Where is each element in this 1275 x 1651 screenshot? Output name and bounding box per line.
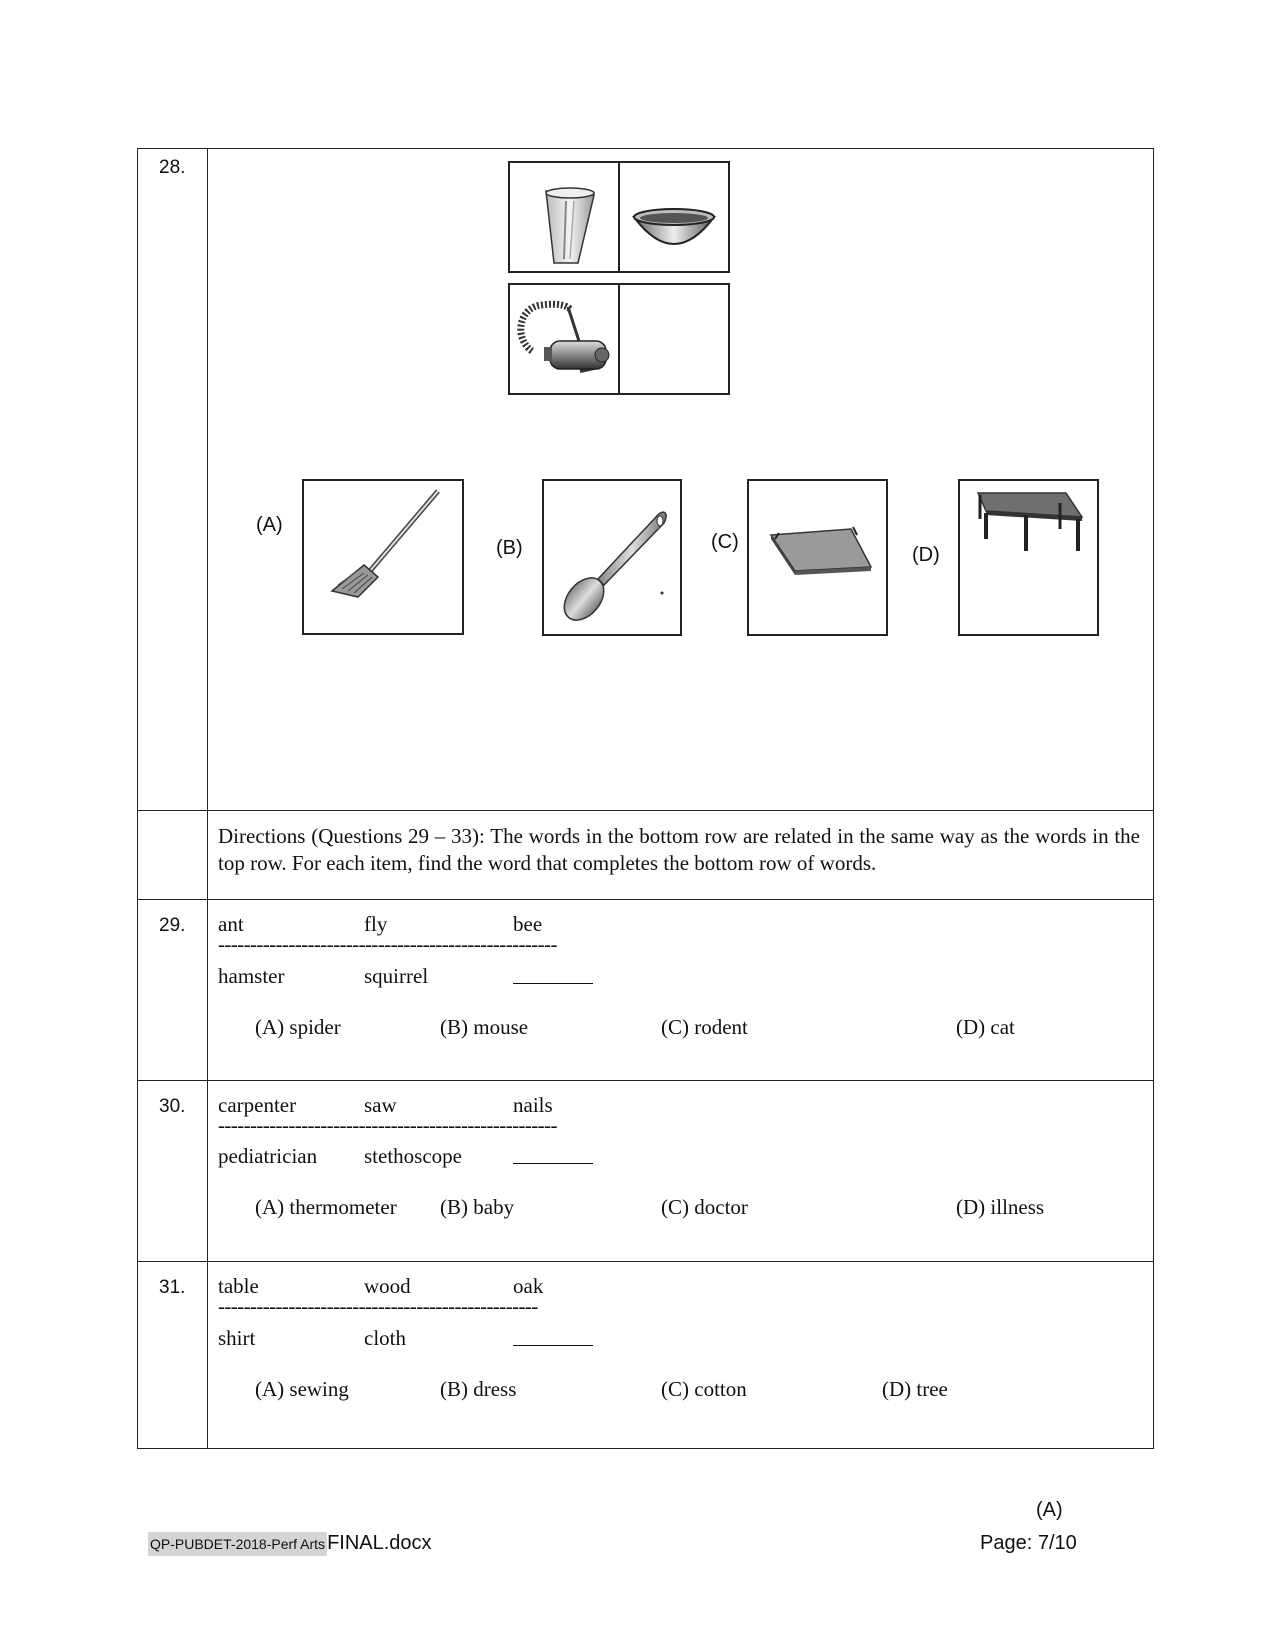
vacuum-cleaner-icon xyxy=(510,285,618,393)
answer-blank xyxy=(513,983,593,984)
row-separator: ----------------------------------------------------- xyxy=(218,1113,557,1137)
directions-text: Directions (Questions 29 – 33): The words in the bottom row are related in the same way as the words in the top row. For each item, find the word that completes the bottom row of words. xyxy=(218,824,1140,875)
answer-option[interactable]: (C) cotton xyxy=(661,1377,747,1401)
answer-option[interactable]: (C) rodent xyxy=(661,1015,748,1039)
top-word: ant xyxy=(218,912,244,936)
top-word: oak xyxy=(513,1274,544,1298)
answer-option[interactable]: (D) illness xyxy=(956,1195,1045,1219)
option-d-figure[interactable] xyxy=(958,479,1099,636)
question-number: 31. xyxy=(159,1277,186,1298)
answer-option[interactable]: (B) baby xyxy=(440,1195,515,1219)
option-a-figure[interactable] xyxy=(302,479,464,635)
answer-blank xyxy=(513,1163,593,1164)
tray-icon xyxy=(749,481,886,634)
option-b-figure[interactable] xyxy=(542,479,682,636)
bottom-word: stethoscope xyxy=(364,1144,462,1168)
table-icon xyxy=(960,481,1097,634)
set-label: (A) xyxy=(1036,1499,1063,1521)
option-label: (A) xyxy=(256,514,283,536)
broom-icon xyxy=(304,481,462,633)
spoon-icon xyxy=(544,481,680,634)
answer-option[interactable]: (A) sewing xyxy=(255,1377,349,1401)
answer-option[interactable]: (C) doctor xyxy=(661,1195,748,1219)
top-word: nails xyxy=(513,1093,553,1117)
top-word: wood xyxy=(364,1274,411,1298)
question-number: 28. xyxy=(159,157,186,178)
bottom-word: shirt xyxy=(218,1326,256,1350)
filename-highlight: QP-PUBDET-2018-Perf Arts xyxy=(148,1532,327,1556)
answer-option[interactable]: (A) spider xyxy=(255,1015,341,1039)
bottom-word: squirrel xyxy=(364,964,429,988)
footer-filename xyxy=(148,1532,432,1555)
question-number: 29. xyxy=(159,915,186,936)
row-divider xyxy=(138,810,1153,811)
answer-option[interactable]: (B) dress xyxy=(440,1377,517,1401)
bottom-word: pediatrician xyxy=(218,1144,318,1168)
answer-blank xyxy=(513,1345,593,1346)
bottom-word: cloth xyxy=(364,1326,406,1350)
empty-answer-cell xyxy=(618,283,730,395)
glass-icon xyxy=(510,163,618,271)
figure-cell xyxy=(618,161,730,273)
question-number: 30. xyxy=(159,1096,186,1117)
answer-option[interactable]: (D) tree xyxy=(882,1377,948,1401)
figure-cell xyxy=(508,161,620,273)
question-table xyxy=(137,148,1154,1449)
row-divider xyxy=(138,899,1153,900)
figure-cell xyxy=(508,283,620,395)
filename-rest: FINAL.docx xyxy=(327,1532,432,1554)
top-word: bee xyxy=(513,912,543,936)
option-label: (C) xyxy=(711,531,739,553)
bowl-icon xyxy=(620,163,728,271)
row-divider xyxy=(138,1080,1153,1081)
answer-option[interactable]: (D) cat xyxy=(956,1015,1015,1039)
answer-option[interactable]: (B) mouse xyxy=(440,1015,529,1039)
row-separator: ----------------------------------------------------- xyxy=(218,932,557,956)
top-word: carpenter xyxy=(218,1093,297,1117)
column-divider xyxy=(207,149,208,1448)
row-divider xyxy=(138,1261,1153,1262)
top-word: table xyxy=(218,1274,259,1298)
top-word: fly xyxy=(364,912,388,936)
bottom-word: hamster xyxy=(218,964,285,988)
option-c-figure[interactable] xyxy=(747,479,888,636)
row-separator: -------------------------------------------------- xyxy=(218,1294,538,1318)
top-word: saw xyxy=(364,1093,397,1117)
option-label: (B) xyxy=(496,537,523,559)
option-label: (D) xyxy=(912,544,940,566)
answer-option[interactable]: (A) thermometer xyxy=(255,1195,397,1219)
page-number: Page: 7/10 xyxy=(980,1532,1077,1554)
